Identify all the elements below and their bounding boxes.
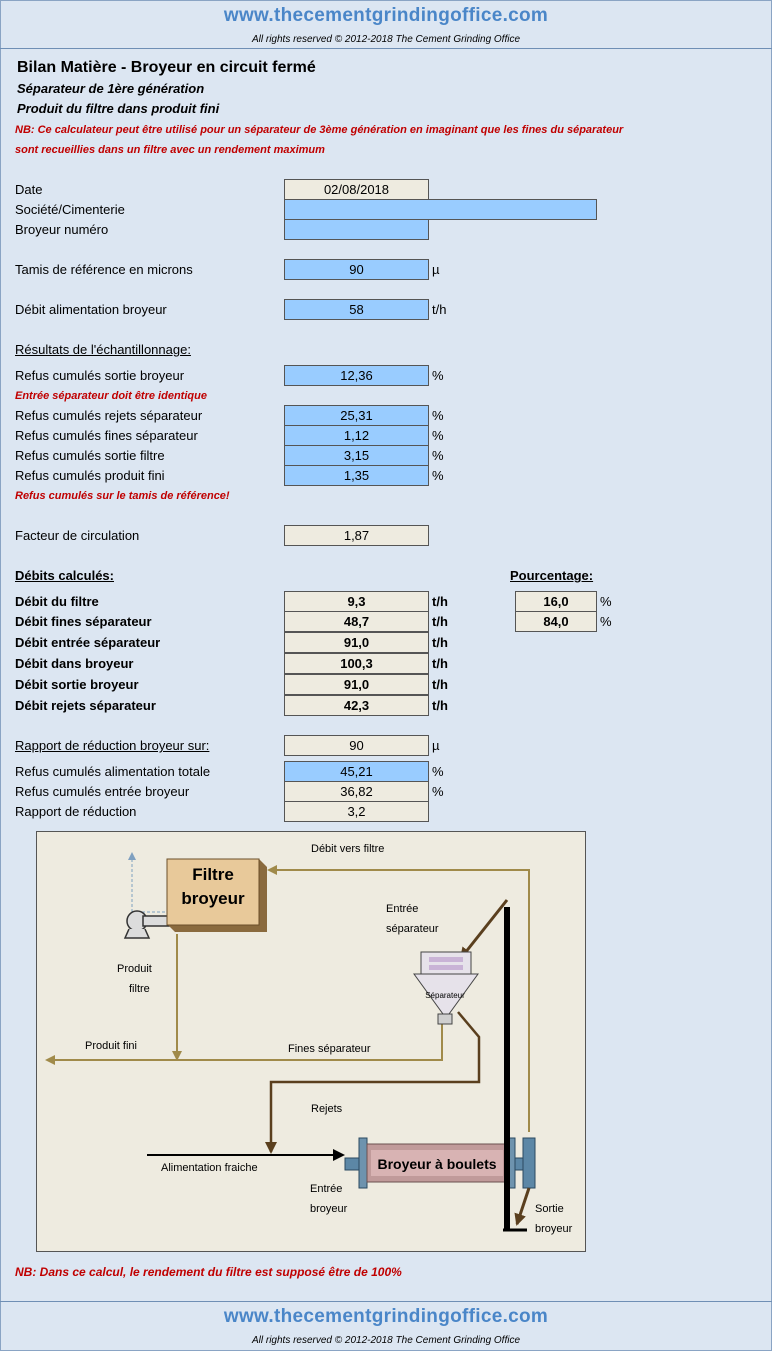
reduction-tamis-value: 90	[284, 735, 429, 756]
subtitle-separator: Séparateur de 1ère génération	[17, 81, 205, 96]
circuit-diagram	[36, 831, 586, 1252]
separator-icon	[414, 952, 478, 1024]
debit-dans-value: 100,3	[284, 653, 429, 674]
ball-mill-label: Broyeur à boulets	[377, 1156, 497, 1172]
debit-alim-unit: t/h	[432, 302, 447, 317]
societe-input[interactable]	[284, 199, 597, 220]
refus-filtre-label: Refus cumulés sortie filtre	[15, 448, 165, 463]
header-divider	[0, 48, 772, 49]
refus-rejets-input[interactable]: 25,31	[284, 405, 429, 426]
reduction-tamis-unit: µ	[432, 738, 440, 753]
entree-broyeur-label: Refus cumulés entrée broyeur	[15, 784, 190, 799]
alim-totale-input[interactable]: 45,21	[284, 761, 429, 782]
rapport-value: 3,2	[284, 801, 429, 822]
label-entree-sep-1: Entrée	[386, 903, 419, 915]
broyeur-label: Broyeur numéro	[15, 222, 109, 237]
flow-entree-separateur	[461, 900, 507, 958]
separator-label: Séparateur	[425, 991, 465, 1000]
footer-site-link[interactable]: www.thecementgrindingoffice.com	[223, 1306, 549, 1327]
label-fines-separateur: Fines séparateur	[288, 1043, 371, 1055]
label-produit-filtre-1: Produit	[117, 963, 152, 975]
debit-sortie-label: Débit sortie broyeur	[15, 677, 139, 692]
note-tamis-reference: Refus cumulés sur le tamis de référence!	[15, 490, 230, 502]
debit-entree-value: 91,0	[284, 632, 429, 653]
debit-rejets-unit: t/h	[432, 698, 448, 713]
label-entree-broyeur-1: Entrée	[310, 1183, 343, 1195]
refus-produit-label: Refus cumulés produit fini	[15, 468, 165, 483]
broyeur-input[interactable]	[284, 219, 429, 240]
filter-label-line1: Filtre	[192, 865, 234, 884]
vent-arrow	[132, 856, 167, 912]
debit-sortie-unit: t/h	[432, 677, 448, 692]
bottom-note: NB: Dans ce calcul, le rendement du filtre est supposé être de 100%	[15, 1265, 402, 1279]
filter-icon	[167, 859, 267, 932]
nb-note-line1: NB: Ce calculateur peut être utilisé pour un séparateur de 3ème génération en imaginant que les fines du séparateur	[15, 124, 624, 136]
date-value: 02/08/2018	[284, 179, 429, 200]
circuit-diagram-svg	[37, 832, 587, 1253]
page-title: Bilan Matière - Broyeur en circuit fermé	[17, 59, 316, 76]
refus-fines-unit: %	[432, 428, 444, 443]
debit-fines-value: 48,7	[284, 611, 429, 632]
fan-icon	[125, 911, 169, 938]
label-alimentation: Alimentation fraiche	[161, 1162, 258, 1174]
debit-alim-input[interactable]: 58	[284, 299, 429, 320]
label-produit-filtre-2: filtre	[129, 983, 150, 995]
entree-broyeur-unit: %	[432, 784, 444, 799]
debit-fines-label: Débit fines séparateur	[15, 614, 152, 629]
debit-filtre-unit: t/h	[432, 594, 448, 609]
label-sortie-broyeur-1: Sortie	[535, 1203, 564, 1215]
refus-sortie-input[interactable]: 12,36	[284, 365, 429, 386]
refus-fines-input[interactable]: 1,12	[284, 425, 429, 446]
debit-entree-unit: t/h	[432, 635, 448, 650]
flow-rejets	[271, 1012, 479, 1152]
label-debit-vers-filtre: Débit vers filtre	[311, 843, 385, 855]
header-copyright: All rights reserved © 2012-2018 The Cement Grinding Office	[251, 34, 521, 45]
footer-divider	[0, 1301, 772, 1302]
filter-label-line2: broyeur	[181, 889, 245, 908]
nb-note-line2: sont recueillies dans un filtre avec un rendement maximum	[15, 144, 325, 156]
facteur-value: 1,87	[284, 525, 429, 546]
pct-fines-value: 84,0	[515, 611, 597, 632]
pct-filtre-value: 16,0	[515, 591, 597, 612]
pct-fines-unit: %	[600, 614, 612, 629]
tamis-unit: µ	[432, 262, 440, 277]
label-rejets: Rejets	[311, 1103, 343, 1115]
debit-dans-label: Débit dans broyeur	[15, 656, 134, 671]
debit-fines-unit: t/h	[432, 614, 448, 629]
debit-sortie-value: 91,0	[284, 674, 429, 695]
debit-filtre-label: Débit du filtre	[15, 594, 99, 609]
alim-totale-label: Refus cumulés alimentation totale	[15, 764, 211, 779]
facteur-label: Facteur de circulation	[15, 528, 140, 543]
refus-fines-label: Refus cumulés fines séparateur	[15, 428, 198, 443]
bucket-elevator-icon	[503, 907, 535, 1230]
label-entree-broyeur-2: broyeur	[310, 1203, 348, 1215]
ball-mill-icon	[345, 1138, 525, 1188]
sampling-heading: Résultats de l'échantillonnage:	[15, 342, 191, 357]
entree-broyeur-value: 36,82	[284, 781, 429, 802]
debit-alim-label: Débit alimentation broyeur	[15, 302, 167, 317]
footer-copyright: All rights reserved © 2012-2018 The Cement Grinding Office	[251, 1335, 521, 1346]
debit-entree-label: Débit entrée séparateur	[15, 635, 161, 650]
pourcentage-heading: Pourcentage:	[510, 568, 594, 583]
refus-filtre-input[interactable]: 3,15	[284, 445, 429, 466]
label-sortie-broyeur-2: broyeur	[535, 1223, 573, 1235]
refus-produit-unit: %	[432, 468, 444, 483]
societe-label: Société/Cimenterie	[15, 202, 125, 217]
header-site-link[interactable]: www.thecementgrindingoffice.com	[223, 5, 549, 26]
debits-heading: Débits calculés:	[15, 568, 114, 583]
refus-filtre-unit: %	[432, 448, 444, 463]
label-produit-fini: Produit fini	[85, 1040, 137, 1052]
debit-filtre-value: 9,3	[284, 591, 429, 612]
pct-filtre-unit: %	[600, 594, 612, 609]
tamis-input[interactable]: 90	[284, 259, 429, 280]
debit-rejets-label: Débit rejets séparateur	[15, 698, 156, 713]
reduction-heading: Rapport de réduction broyeur sur:	[15, 738, 210, 753]
refus-sortie-label: Refus cumulés sortie broyeur	[15, 368, 185, 383]
refus-produit-input[interactable]: 1,35	[284, 465, 429, 486]
note-entree-separateur: Entrée séparateur doit être identique	[15, 390, 207, 402]
refus-rejets-label: Refus cumulés rejets séparateur	[15, 408, 203, 423]
date-label: Date	[15, 182, 43, 197]
alim-totale-unit: %	[432, 764, 444, 779]
tamis-label: Tamis de référence en microns	[15, 262, 193, 277]
subtitle-filter: Produit du filtre dans produit fini	[17, 101, 220, 116]
refus-rejets-unit: %	[432, 408, 444, 423]
debit-dans-unit: t/h	[432, 656, 448, 671]
label-entree-sep-2: séparateur	[386, 923, 439, 935]
flow-sortie-broyeur	[517, 1188, 529, 1224]
refus-sortie-unit: %	[432, 368, 444, 383]
debit-rejets-value: 42,3	[284, 695, 429, 716]
rapport-label: Rapport de réduction	[15, 804, 137, 819]
